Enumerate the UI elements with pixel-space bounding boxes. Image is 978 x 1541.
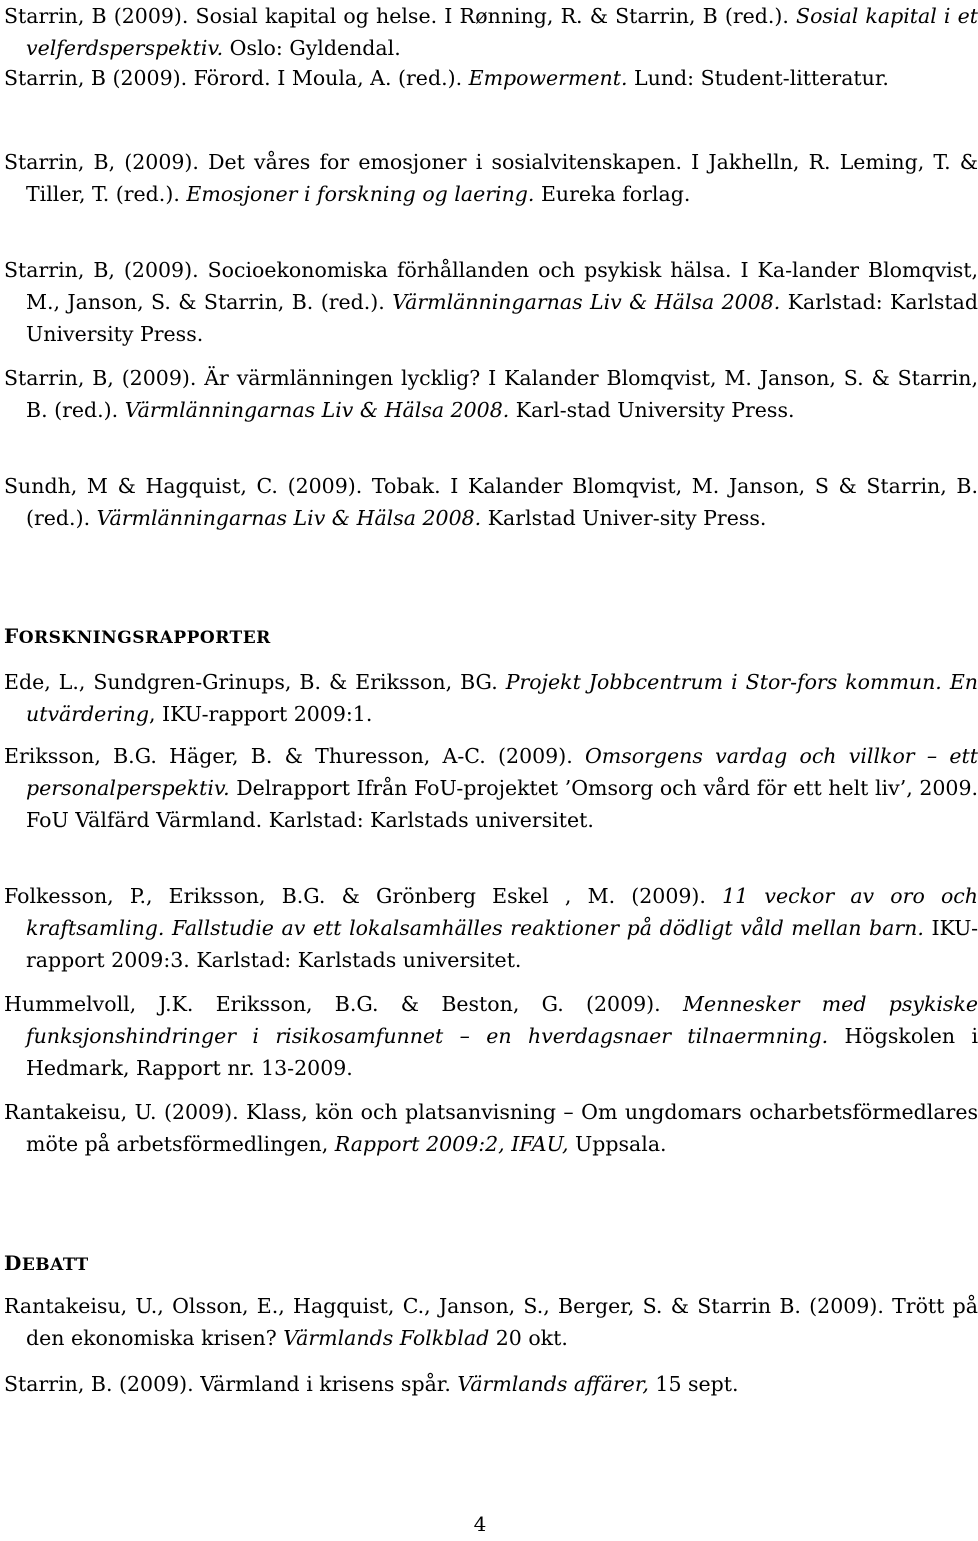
reference-entry [4,666,978,730]
reference-text: Rantakeisu, U., Olsson, E., Hagquist, C., Janson, S., Berger, S. & Starrin B. (2009). Trött på den ekonomiska krisen? [4,1294,978,1350]
reference-text: Karlstad: Karlstad University Press. [26,290,978,346]
reference-entry [4,1368,978,1400]
reference-entry [4,740,978,836]
reference-text: Karlstad Univer-sity Press. [481,506,767,530]
reference-text: Eriksson, B.G. Häger, B. & Thuresson, A-C. (2009). [4,744,585,768]
reference-text: 15 sept. [648,1372,739,1396]
reference-entry [4,146,978,210]
reference-text: Starrin, B, (2009). Är värmlänningen lycklig? I Kalander Blomqvist, M. Janson, S. & Starrin, B. (red.). [4,366,978,422]
reference-entry [4,880,978,976]
reference-title: Värmlänningarnas Liv & Hälsa 2008. [96,506,482,530]
reference-title: 11 veckor av oro och kraftsamling. Fallstudie av ett lokalsamhälles reaktioner på dödligt våld mellan barn. [26,884,978,940]
reference-title: Empowerment. [468,66,628,90]
reference-text: IKU-rapport 2009:3. Karlstad: Karlstads universitet. [26,916,978,972]
reference-text: Folkesson, P., Eriksson, B.G. & Grönberg Eskel , M. (2009). [4,884,723,908]
reference-text: Starrin, B, (2009). Det våres for emosjoner i sosialvitenskapen. I Jakhelln, R. Leming, T. & Tiller, T. (red.). [4,150,978,206]
heading-initial: F [4,624,19,648]
reference-text: Starrin, B (2009). Sosial kapital og helse. I Rønning, R. & Starrin, B (red.). [4,4,797,28]
reference-text: Starrin, B. (2009). Värmland i krisens spår. [4,1372,458,1396]
reference-title: Omsorgens vardag och villkor – ett personalperspektiv. [26,744,978,800]
reference-text: Karl-stad University Press. [509,398,795,422]
reference-text: Delrapport Ifrån FoU-projektet ’Omsorg och vård för ett helt liv’, 2009. FoU Välfärd Värmland. Karlstad: Karlstads universitet. [26,776,978,832]
reference-title: Mennesker med psykiske funksjonshindringer i risikosamfunnet – en hverdagsnaer tilnaermning. [26,992,978,1048]
reference-text: Eureka forlag. [534,182,691,206]
heading-rest: EBATT [21,1255,89,1275]
reference-text: , IKU-rapport 2009:1. [148,702,373,726]
reference-text: Sundh, M & Hagquist, C. (2009). Tobak. I Kalander Blomqvist, M. Janson, S & Starrin, B. (red.). [4,474,978,530]
heading-debatt [4,1251,89,1275]
reference-title: Värmlands Folkblad [283,1326,490,1350]
reference-title: Värmlänningarnas Liv & Hälsa 2008. [124,398,510,422]
reference-text: Oslo: Gyldendal. [223,36,401,60]
reference-text: Högskolen i Hedmark, Rapport nr. 13-2009. [26,1024,978,1080]
reference-text: 20 okt. [489,1326,568,1350]
reference-text: Lund: Student-litteratur. [627,66,889,90]
page-number: 4 [473,1512,487,1536]
reference-text: Ede, L., Sundgren-Grinups, B. & Eriksson, BG. [4,670,506,694]
reference-title: Projekt Jobbcentrum i Stor-fors kommun. En utvärdering [26,670,978,726]
reference-title: Värmlänningarnas Liv & Hälsa 2008. [392,290,781,314]
reference-entry [4,1096,978,1160]
reference-title: Sosial kapital i et velferdsperspektiv. [26,4,978,60]
reference-title: Värmlands affärer, [457,1372,649,1396]
reference-entry [4,988,978,1084]
reference-title: Emosjoner i forskning og laering. [186,182,535,206]
heading-forskningsrapporter [4,624,271,648]
reference-text: Rantakeisu, U. (2009). Klass, kön och platsanvisning – Om ungdomars ocharbetsförmedlares möte på arbetsförmedlingen, [4,1100,978,1156]
reference-title: Rapport 2009:2, IFAU, [334,1132,569,1156]
reference-text: Uppsala. [568,1132,667,1156]
heading-rest: ORSKNINGSRAPPORTER [18,628,271,648]
reference-entry [4,0,978,64]
reference-entry [4,62,978,94]
reference-entry [4,362,978,426]
heading-initial: D [4,1251,22,1275]
reference-entry [4,1290,978,1354]
reference-text: Starrin, B, (2009). Socioekonomiska förhållanden och psykisk hälsa. I Ka-lander Blomqvist, M., Janson, S. & Starrin, B. (red.). [4,258,978,314]
reference-text: Hummelvoll, J.K. Eriksson, B.G. & Beston, G. (2009). [4,992,683,1016]
reference-entry [4,254,978,350]
reference-text: Starrin, B (2009). Förord. I Moula, A. (red.). [4,66,469,90]
reference-entry [4,470,978,534]
